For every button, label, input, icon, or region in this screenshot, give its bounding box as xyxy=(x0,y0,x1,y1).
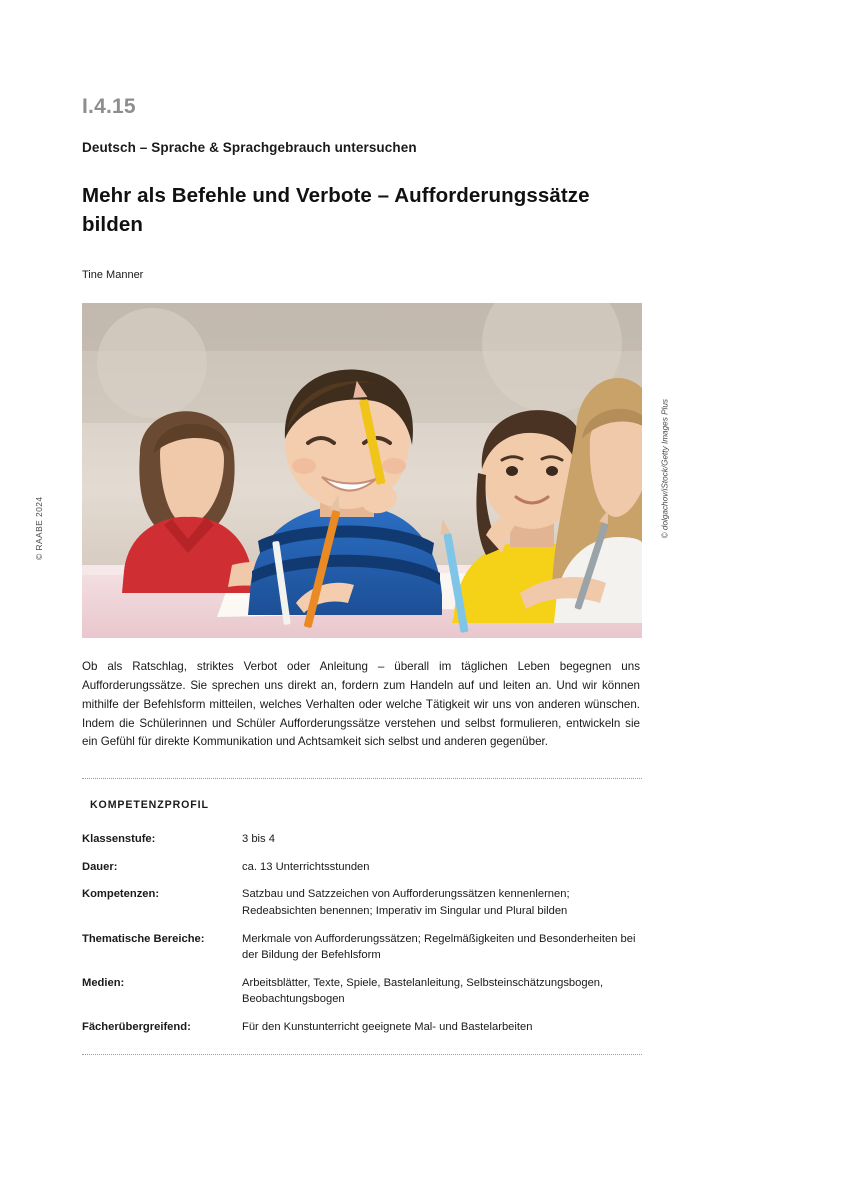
row-label: Medien: xyxy=(82,976,125,989)
hero-image xyxy=(82,303,642,638)
table-row xyxy=(82,929,642,973)
table-row xyxy=(82,973,642,1017)
table-row xyxy=(82,857,642,885)
side-copyright: © RAABE 2024 xyxy=(34,496,44,560)
row-label: Thematische Bereiche: xyxy=(82,932,205,945)
document-code: I.4.15 xyxy=(82,95,136,118)
hero-image-wrapper xyxy=(82,303,669,638)
divider-bottom xyxy=(82,1054,642,1055)
table-row xyxy=(82,1017,642,1045)
row-value: Für den Kunstunterricht geeignete Mal- und Bastelarbeiten xyxy=(242,1020,533,1033)
row-value: Satzbau und Satzzeichen von Aufforderungssätzen kennenlernen; Redeabsichten benennen; Imperativ im Singular und Plural bilden xyxy=(242,888,570,917)
row-label: Klassenstufe: xyxy=(82,833,156,846)
page-title: Mehr als Befehle und Verbote – Aufforderungssätze bilden xyxy=(82,184,590,237)
row-value: Merkmale von Aufforderungssätzen; Regelmäßigkeiten und Besonderheiten bei der Bildung der Befehlsform xyxy=(242,932,636,962)
intro-paragraph: Ob als Ratschlag, striktes Verbot oder Anleitung – überall im täglichen Leben begegnen uns Aufforderungssätze. Sie sprechen uns direkt an, fordern zum Handeln auf und leiten an. Und wir können mithilfe der Befehlsform mitteilen, welches Verhalten oder welche Tätigkeit wir uns von anderen wünschen. Indem die Schülerinnen und Schüler Aufforderungssätze verstehen und selbst formulieren, entwickeln sie ein Gefühl für direkte Kommunikation und Achtsamkeit sich selbst und anderen gegenüber. xyxy=(82,660,640,749)
author-name: Tine Manner xyxy=(82,269,144,282)
row-label: Dauer: xyxy=(82,860,118,873)
row-value: 3 bis 4 xyxy=(242,833,275,846)
row-value: ca. 13 Unterrichtsstunden xyxy=(242,860,370,873)
row-label: Kompetenzen: xyxy=(82,888,160,901)
document-content xyxy=(82,95,669,1055)
table-row xyxy=(82,884,642,928)
competence-profile xyxy=(82,779,642,1055)
image-credit: © dolgachov/iStock/Getty Images Plus xyxy=(660,399,669,539)
competence-profile-table xyxy=(82,829,642,1044)
competence-profile-heading: KOMPETENZPROFIL xyxy=(90,799,209,812)
row-label: Fächerübergreifend: xyxy=(82,1020,191,1033)
table-row xyxy=(82,829,642,857)
subject-line: Deutsch – Sprache & Sprachgebrauch untersuchen xyxy=(82,140,417,156)
row-value: Arbeitsblätter, Texte, Spiele, Bastelanleitung, Selbsteinschätzungsbogen, Beobachtungsbogen xyxy=(242,976,604,1006)
